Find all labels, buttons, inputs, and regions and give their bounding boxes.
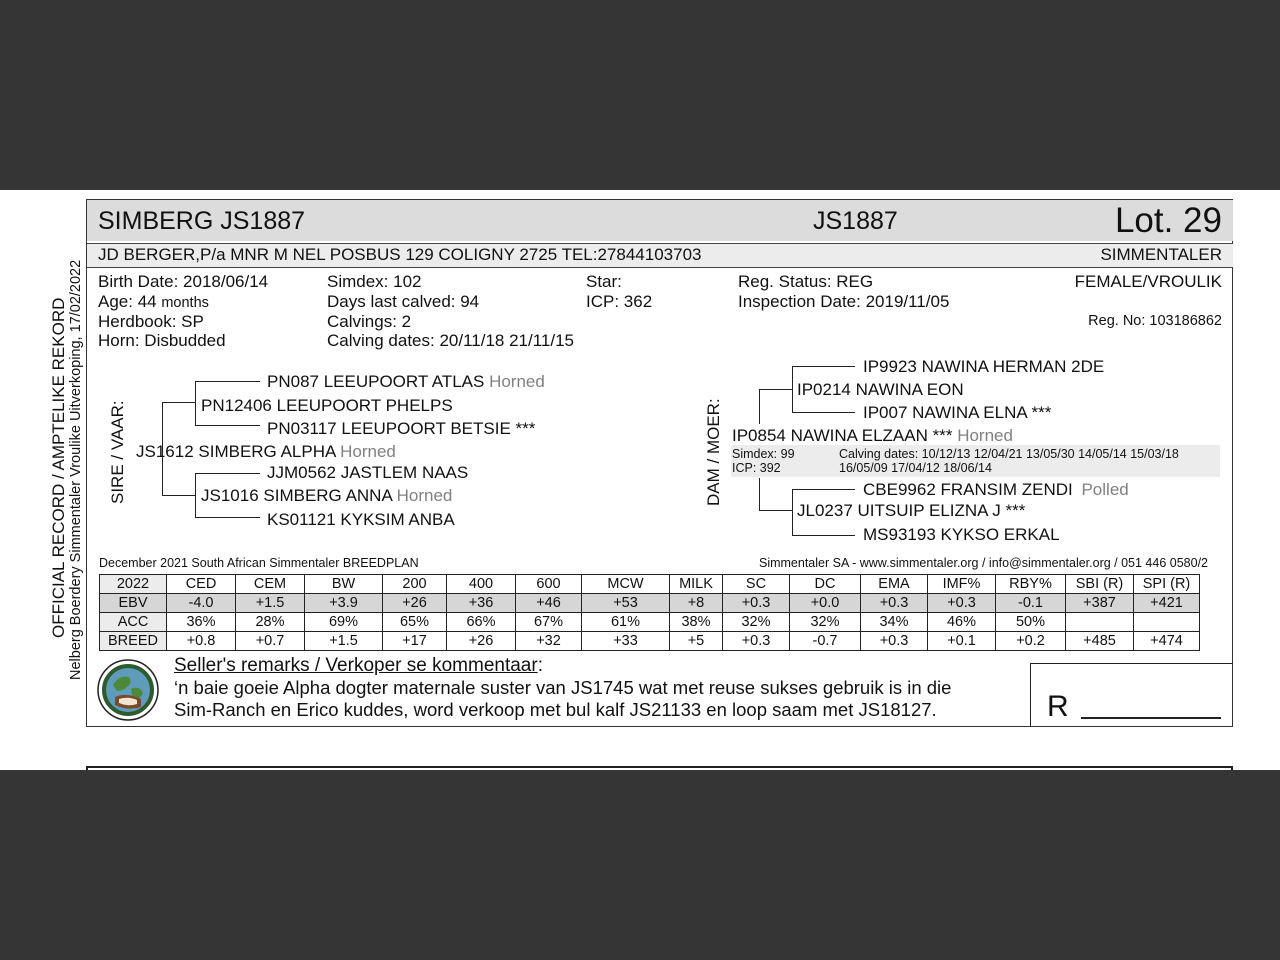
animal-id: JS1887 [813,207,898,235]
pedigree-name: JS1016 SIMBERG ANNA [201,486,392,505]
breed-cell: +1.5 [305,632,383,651]
dam-line [792,489,793,536]
horn-tag: Horned [489,372,545,391]
ebv-header-cell: BW [305,575,383,594]
breed-cell: +474 [1134,632,1200,651]
ebv-header-cell: MILK [670,575,723,594]
horn-tag: Horned [340,442,396,461]
breed-cell: +0.7 [236,632,305,651]
dam-line [792,535,855,536]
acc-cell: 61% [582,613,670,632]
ebv-cell: +0.0 [790,594,861,613]
owner-details: JD BERGER,P/a MNR M NEL POSBUS 129 COLIGNY 2725 TEL:27844103703 [98,245,702,264]
ebv-header-cell: CEM [236,575,305,594]
dam-label: DAM / MOER: [704,398,723,506]
breed-cell: +0.3 [861,632,928,651]
ebv-cell: EBV [100,594,167,613]
pedigree-name: JS1612 SIMBERG ALPHA [136,442,336,461]
ebv-cell: +3.9 [305,594,383,613]
ebv-cell: +0.3 [928,594,996,613]
dam-line [792,366,793,413]
ebv-cell: +1.5 [236,594,305,613]
animal-name: SIMBERG JS1887 [98,207,306,235]
sire-line [195,381,196,426]
age-unit: months [161,295,209,311]
simdex: Simdex: 102 [327,272,422,291]
acc-cell [1134,613,1200,632]
ebv-header-cell: DC [790,575,861,594]
remarks-line-1: ‘n baie goeie Alpha dogter maternale suster van JS1745 wat met reuse sukses gebruik is in die [174,677,952,698]
acc-cell: 46% [928,613,996,632]
ebv-header-cell: MCW [582,575,670,594]
breed-cell: +0.2 [996,632,1066,651]
sire-line [195,517,260,518]
sex: FEMALE/VROULIK [1074,272,1222,291]
star: Star: [586,272,622,291]
price-currency: R [1047,690,1069,723]
breed-cell: -0.7 [790,632,861,651]
horn-tag: Horned [396,486,453,505]
ebv-header-cell: SC [723,575,790,594]
acc-cell: 32% [723,613,790,632]
age [98,292,209,312]
dam [732,426,1013,446]
breed-row [100,632,1200,651]
ebv-cell: -4.0 [167,594,236,613]
ebv-header-cell: CED [167,575,236,594]
ebv-cell: +46 [516,594,582,613]
dam-line [759,478,760,510]
ebv-header-cell: RBY% [996,575,1066,594]
sire-line [195,425,260,426]
acc-cell: 65% [383,613,447,632]
dam-sire-dam: IP007 NAWINA ELNA *** [863,403,1052,422]
dam-dam-sire [863,480,1129,500]
sire-sire-sire [267,372,545,392]
pedigree-name: IP0854 NAWINA ELZAAN *** [732,426,953,445]
price-input-line[interactable] [1081,717,1221,719]
icp: ICP: 362 [586,292,653,311]
dam-line [792,489,855,490]
breed-cell: +17 [383,632,447,651]
dam-dam: JL0237 UITSUIP ELIZNA J *** [797,501,1026,520]
horn-tag: Polled [1081,480,1129,499]
breed-cell: BREED [100,632,167,651]
dam-sire: IP0214 NAWINA EON [797,380,964,399]
sire-line [195,381,260,382]
ebv-header-cell: 600 [516,575,582,594]
inspection-date: Inspection Date: 2019/11/05 [738,292,950,311]
ebv-cell: +8 [670,594,723,613]
acc-cell: 34% [861,613,928,632]
sale-label: Nelberg Boerdery Simmentaler Vroulike Uitverkoping, 17/02/2022 [68,259,84,680]
breed-cell: +0.3 [723,632,790,651]
dam-line [792,366,855,367]
dam-line [759,510,792,511]
sire-label: SIRE / VAAR: [108,400,127,504]
pedigree-name: PN087 LEEUPOORT ATLAS [267,372,485,391]
dam-line [759,389,792,390]
dam-calving-dates-2: 16/05/09 17/04/12 18/06/14 [839,461,992,475]
age-value: Age: 44 [98,292,157,311]
sire-line [195,473,196,518]
breed-cell: +0.1 [928,632,996,651]
acc-cell: 28% [236,613,305,632]
simmentaler-logo-icon [97,659,159,721]
ebv-cell: +53 [582,594,670,613]
ebv-cell: +36 [447,594,516,613]
ebv-header-cell: IMF% [928,575,996,594]
society-contact: Simmentaler SA - www.simmentaler.org / info@simmentaler.org / 051 446 0580/2 [758,556,1208,570]
acc-cell: ACC [100,613,167,632]
price-box-border [1030,663,1233,664]
ebv-cell: +0.3 [723,594,790,613]
acc-cell: 32% [790,613,861,632]
ebv-header-cell: 200 [383,575,447,594]
dam-line [792,412,855,413]
dam-sire-sire: IP9923 NAWINA HERMAN 2DE [863,357,1105,376]
dam-line [759,389,760,424]
ebv-header-cell: 400 [447,575,516,594]
lot-number: Lot. 29 [1114,201,1222,240]
sire-dam [201,486,452,506]
dam-calving-dates: Calving dates: 10/12/13 12/04/21 13/05/30 14/05/14 15/03/18 [839,447,1179,461]
horn-tag: Horned [957,426,1013,445]
catalogue-sheet [0,190,1280,770]
ebv-row [100,594,1200,613]
calving-dates: Calving dates: 20/11/18 21/11/15 [327,331,574,350]
breed-cell: +485 [1066,632,1134,651]
official-record-label: OFFICIAL RECORD / AMPTELIKE REKORD [49,297,68,638]
breed-cell: +32 [516,632,582,651]
breed-cell: +26 [447,632,516,651]
remarks-line-2: Sim-Ranch en Erico kuddes, word verkoop met bul kalf JS21133 en loop saam met JS18127. [174,699,937,720]
acc-cell: 69% [305,613,383,632]
acc-cell: 38% [670,613,723,632]
sire [136,442,396,462]
ebv-cell: -0.1 [996,594,1066,613]
ebv-table [99,574,1200,651]
breedplan-label: December 2021 South African Simmentaler BREEDPLAN [99,556,419,570]
breed-cell: +5 [670,632,723,651]
sire-line [162,495,195,496]
horn-status: Horn: Disbudded [98,331,226,350]
acc-cell: 67% [516,613,582,632]
dam-icp: ICP: 392 [732,461,781,475]
sire-line [162,402,195,403]
breed-cell: +33 [582,632,670,651]
birth-date: Birth Date: 2018/06/14 [98,272,269,291]
dam-simdex: Simdex: 99 [732,447,795,461]
reg-status: Reg. Status: REG [738,272,874,291]
ebv-header-row [100,575,1200,594]
herdbook: Herdbook: SP [98,312,204,331]
ebv-header-cell: EMA [861,575,928,594]
ebv-cell: +0.3 [861,594,928,613]
days-last-calved: Days last calved: 94 [327,292,480,311]
next-card-edge [86,766,88,770]
acc-cell: 36% [167,613,236,632]
reg-number: Reg. No: 103186862 [1088,313,1222,329]
sire-line [195,473,260,474]
ebv-header-cell: SPI (R) [1134,575,1200,594]
next-card-edge [1231,766,1233,770]
sire-sire-dam: PN03117 LEEUPOORT BETSIE *** [267,419,536,438]
ebv-cell: +421 [1134,594,1200,613]
ebv-cell: +26 [383,594,447,613]
pedigree-name: CBE9962 FRANSIM ZENDI [863,480,1073,499]
remarks-title: Seller's remarks / Verkoper se kommentaar [174,655,538,676]
breed-cell: +0.8 [167,632,236,651]
acc-cell: 50% [996,613,1066,632]
next-card-edge [86,766,1233,768]
dam-dam-dam: MS93193 KYKSO ERKAL [863,525,1060,544]
breed-label: SIMMENTALER [1100,245,1222,264]
sire-dam-dam: KS01121 KYKSIM ANBA [267,510,455,529]
calvings: Calvings: 2 [327,312,412,331]
acc-cell: 66% [447,613,516,632]
acc-row [100,613,1200,632]
remarks-colon: : [537,655,543,676]
ebv-header-cell: SBI (R) [1066,575,1134,594]
ebv-header-cell: 2022 [100,575,167,594]
remarks-heading [174,655,543,677]
sire-sire: PN12406 LEEUPOORT PHELPS [201,396,453,415]
ebv-cell: +387 [1066,594,1134,613]
sire-dam-sire: JJM0562 JASTLEM NAAS [267,463,469,482]
price-box-border [1030,664,1031,727]
acc-cell [1066,613,1134,632]
